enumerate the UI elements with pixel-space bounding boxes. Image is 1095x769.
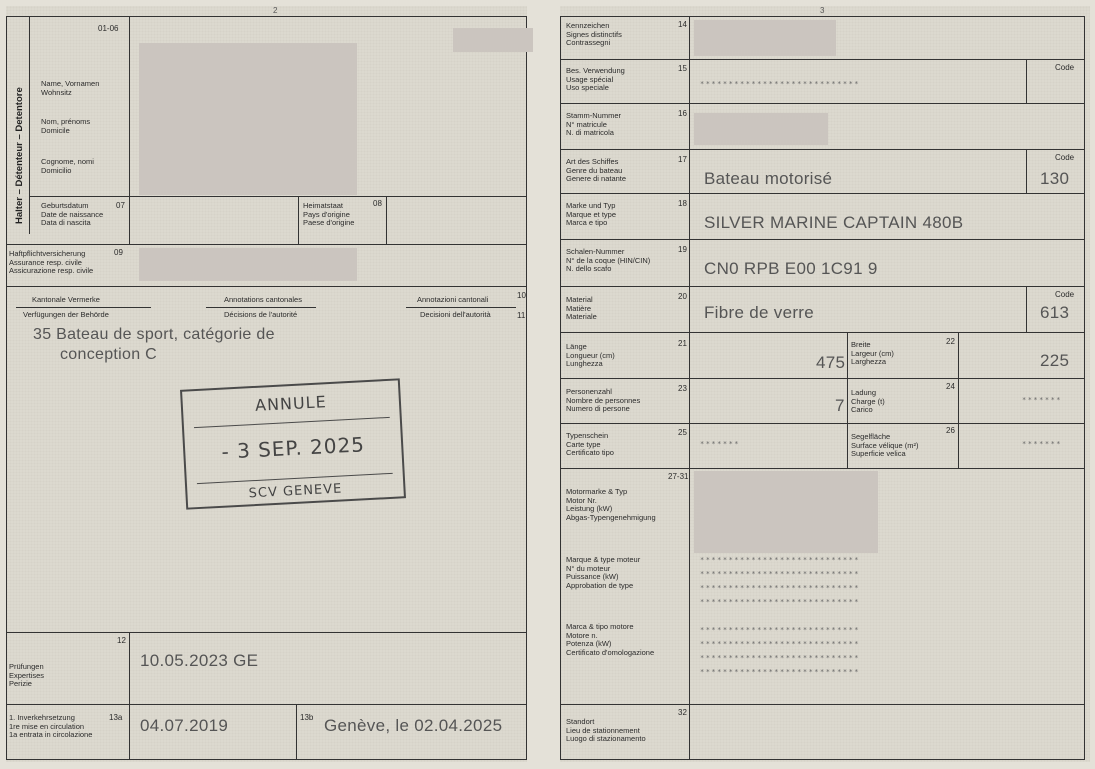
divider [206, 307, 316, 308]
motor-stars: **************************** [700, 584, 861, 592]
motor-stars: **************************** [700, 626, 861, 634]
divider [958, 332, 959, 468]
decisions-de: Verfügungen der Behörde [23, 310, 109, 319]
decisions-field-number: 11 [517, 311, 526, 320]
field17-number: 17 [678, 155, 687, 164]
field24-stars: ******* [1022, 396, 1063, 404]
annotation-text-line1: 35 Bateau de sport, catégorie de [33, 326, 275, 343]
home-country-labels: Heimatstaat Pays d'origine Paese d'origine [303, 201, 355, 227]
divider [560, 423, 1085, 424]
field25-number: 25 [678, 428, 687, 437]
issued-place-date: Genève, le 02.04.2025 [324, 716, 503, 735]
field14-number: 14 [678, 20, 687, 29]
field23-number: 23 [678, 384, 687, 393]
motor-stars: **************************** [700, 556, 861, 564]
divider [560, 239, 1085, 240]
field22-value: 225 [1040, 351, 1070, 370]
divider [1026, 149, 1027, 193]
cantonal-it: Annotazioni cantonali [417, 295, 489, 304]
field26-stars: ******* [1022, 440, 1063, 448]
divider [560, 149, 1085, 150]
field22-number: 22 [946, 337, 955, 346]
redacted-holder-name [139, 43, 357, 195]
cancelled-stamp [180, 378, 406, 509]
field15-labels: Bes. Verwendung Usage spécial Uso speciale [566, 66, 625, 92]
field32-number: 32 [678, 708, 687, 717]
field21-labels: Länge Longueur (cm) Lunghezza [566, 342, 615, 368]
decisions-fr: Décisions de l'autorité [224, 310, 298, 319]
field20-code-label: Code [1055, 290, 1075, 299]
field15-stars: **************************** [700, 80, 861, 88]
name-fr-labels: Nom, prénoms Domicile [41, 117, 91, 135]
field21-value: 475 [816, 353, 846, 372]
field18-number: 18 [678, 199, 687, 208]
field17-value: Bateau motorisé [704, 169, 833, 188]
field15-number: 15 [678, 64, 687, 73]
field20-code: 613 [1040, 303, 1070, 322]
motor-field-number: 27-31 [668, 472, 689, 481]
annotation-text-line2: conception C [60, 346, 157, 363]
holder-side-title: Halter – Détenteur – Detentore [14, 87, 25, 224]
exams-labels: Prüfungen Expertises Perizie [9, 662, 45, 688]
divider [560, 468, 1085, 469]
birth-field-number: 07 [116, 201, 125, 210]
birth-labels: Geburtsdatum Date de naissance Data di nascita [41, 201, 104, 227]
divider [406, 307, 516, 308]
redacted-field14 [694, 20, 836, 56]
redacted-motor [694, 471, 878, 553]
divider [560, 286, 1085, 287]
field25-stars: ******* [700, 440, 741, 448]
field21-number: 21 [678, 339, 687, 348]
field14-labels: Kennzeichen Signes distinctifs Contrassegni [566, 21, 622, 47]
motor-stars: **************************** [700, 640, 861, 648]
field25-labels: Typenschein Carte type Certificato tipo [566, 431, 614, 457]
divider [6, 632, 527, 633]
field26-number: 26 [946, 426, 955, 435]
home-field-number: 08 [373, 199, 382, 208]
field17-labels: Art des Schiffes Genre du bateau Genere di natante [566, 157, 627, 183]
field26-labels: Segelfläche Surface vélique (m²) Superficie velica [851, 432, 919, 458]
field17-code-label: Code [1055, 153, 1075, 162]
decisions-it: Decisioni dell'autorità [420, 310, 491, 319]
divider [1026, 286, 1027, 332]
divider [6, 704, 527, 705]
redacted-holder-extra [453, 28, 533, 52]
field18-value: SILVER MARINE CAPTAIN 480B [704, 213, 964, 232]
holder-field-number: 01-06 [98, 24, 119, 33]
stamp-divider [194, 417, 390, 428]
name-it-labels: Cognome, nomi Domicilio [41, 157, 94, 175]
stamp-line3: SCV GENEVE [248, 481, 343, 502]
redacted-insurance [139, 248, 357, 281]
motor-it-labels: Marca & tipo motore Motore n. Potenza (kW) Certificato d'omologazione [566, 622, 655, 657]
field32-labels: Standort Lieu de stationnement Luogo di stazionamento [566, 717, 646, 743]
divider [560, 332, 1085, 333]
motor-stars: **************************** [700, 570, 861, 578]
page-number: 3 [820, 6, 825, 15]
stamp-line1: ANNULE [254, 392, 328, 415]
divider [296, 704, 297, 760]
motor-fr-labels: Marque & type moteur N° du moteur Puissance (kW) Approbation de type [566, 555, 641, 590]
label-column-divider [689, 16, 690, 760]
divider [29, 16, 30, 234]
field16-labels: Stamm-Nummer N° matricule N. di matricola [566, 111, 622, 137]
field15-code-label: Code [1055, 63, 1075, 72]
motor-stars: **************************** [700, 598, 861, 606]
field22-labels: Breite Largeur (cm) Larghezza [851, 340, 894, 366]
redacted-field16 [694, 113, 828, 145]
stamp-line2: - 3 SEP. 2025 [220, 432, 366, 464]
cantonal-field-number: 10 [517, 291, 526, 300]
page-number: 2 [273, 6, 278, 15]
divider [6, 286, 527, 287]
divider [560, 193, 1085, 194]
exams-value: 10.05.2023 GE [140, 651, 259, 670]
divider [129, 16, 130, 244]
field19-value: CN0 RPB E00 1C91 9 [704, 259, 878, 278]
issued-field-number: 13b [300, 713, 314, 722]
divider [29, 196, 527, 197]
field23-labels: Personenzahl Nombre de personnes Numero di persone [566, 387, 641, 413]
field20-value: Fibre de verre [704, 303, 815, 322]
first-registration-labels: 1. Inverkehrsetzung 1re mise en circulation 1a entrata in circolazione [9, 713, 93, 739]
divider [560, 59, 1085, 60]
divider [847, 332, 848, 468]
divider [560, 704, 1085, 705]
cantonal-fr: Annotations cantonales [224, 295, 302, 304]
field17-code: 130 [1040, 169, 1070, 188]
field19-number: 19 [678, 245, 687, 254]
insurance-field-number: 09 [114, 248, 123, 257]
left-page [6, 6, 527, 762]
motor-stars: **************************** [700, 668, 861, 676]
field20-labels: Material Matière Materiale [566, 295, 597, 321]
divider [298, 196, 299, 244]
field19-labels: Schalen-Nummer N° de la coque (HIN/CIN) N. dello scafo [566, 247, 651, 273]
first-registration-field-number: 13a [109, 713, 123, 722]
divider [16, 307, 151, 308]
motor-stars: **************************** [700, 654, 861, 662]
divider [1026, 59, 1027, 103]
first-registration-value: 04.07.2019 [140, 716, 229, 735]
divider [6, 244, 527, 245]
field24-number: 24 [946, 382, 955, 391]
divider [560, 103, 1085, 104]
right-page [560, 6, 1090, 762]
motor-de-labels: Motormarke & Typ Motor Nr. Leistung (kW) Abgas-Typengenehmigung [566, 487, 656, 522]
field18-labels: Marke und Typ Marque et type Marca e tipo [566, 201, 617, 227]
divider [560, 378, 1085, 379]
field23-value: 7 [835, 396, 845, 415]
divider [129, 632, 130, 760]
exams-field-number: 12 [117, 636, 126, 645]
field20-number: 20 [678, 292, 687, 301]
cantonal-de: Kantonale Vermerke [32, 295, 100, 304]
divider [386, 196, 387, 244]
field16-number: 16 [678, 109, 687, 118]
insurance-labels: Haftpflichtversicherung Assurance resp. civile Assicurazione resp. civile [9, 249, 94, 275]
name-labels: Name, Vornamen Wohnsitz [41, 79, 100, 97]
field24-labels: Ladung Charge (t) Carico [851, 388, 885, 414]
